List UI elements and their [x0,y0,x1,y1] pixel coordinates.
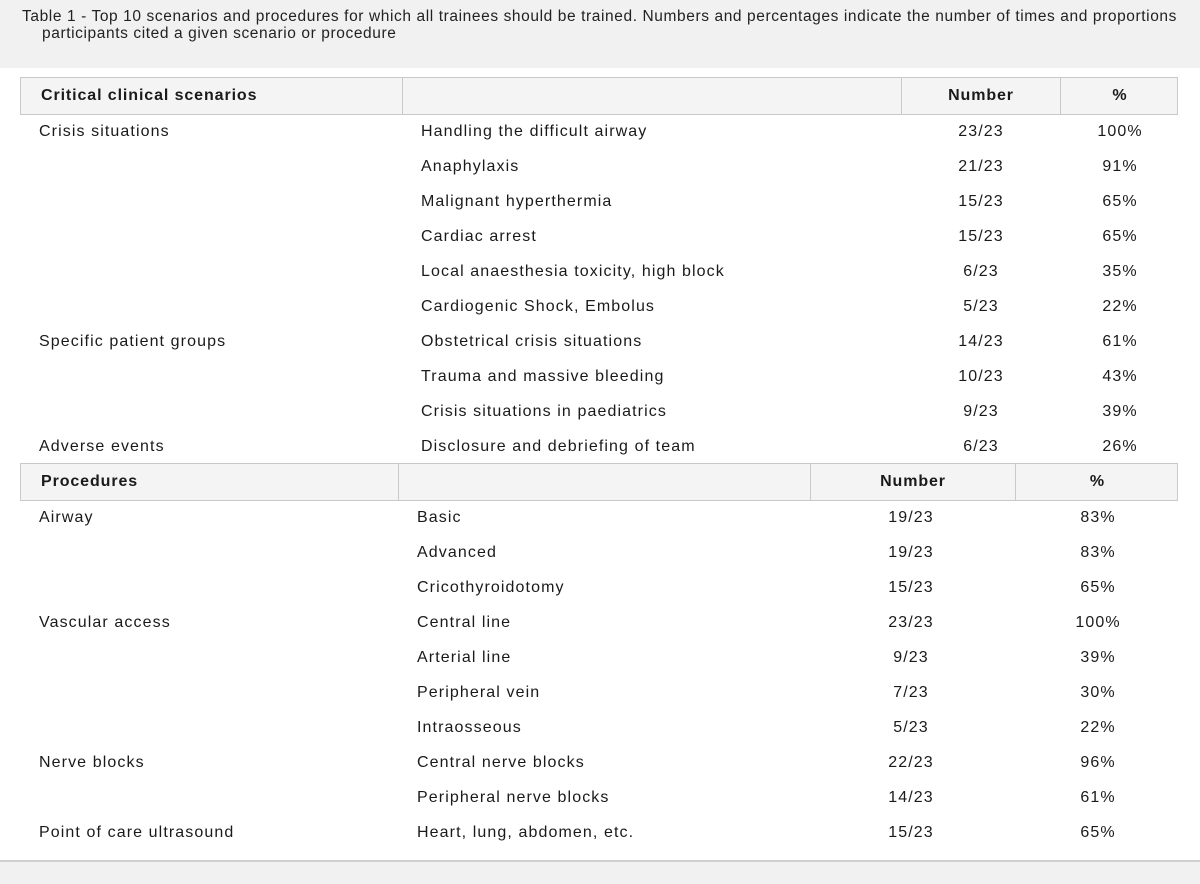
row-number: 15/23 [888,579,934,596]
table-row [0,149,1200,184]
row-number: 15/23 [958,193,1004,210]
bottom-bar [0,860,1200,884]
row-percent: 22% [1102,298,1138,315]
table-row [0,359,1200,394]
row-item: Anaphylaxis [421,158,520,175]
table-row [0,219,1200,254]
row-percent: 83% [1080,544,1116,561]
row-item: Cardiogenic Shock, Embolus [421,298,656,315]
table-row [0,815,1200,850]
table-row [0,289,1200,324]
row-percent: 83% [1080,509,1116,526]
row-percent: 61% [1102,333,1138,350]
table-row [0,675,1200,710]
row-percent: 30% [1080,684,1116,701]
table-row [0,324,1200,359]
row-category: Point of care ultrasound [39,824,235,841]
row-number: 14/23 [958,333,1004,350]
row-item: Local anaesthesia toxicity, high block [421,263,725,280]
row-number: 5/23 [963,298,999,315]
row-percent: 100% [1075,614,1121,631]
row-item: Malignant hyperthermia [421,193,613,210]
row-percent: 26% [1102,438,1138,455]
row-number: 14/23 [888,789,934,806]
row-item: Heart, lung, abdomen, etc. [417,824,635,841]
row-number: 9/23 [893,649,929,666]
row-item: Trauma and massive bleeding [421,368,665,385]
scenarios-header-category: Critical clinical scenarios [21,78,403,114]
row-number: 6/23 [963,438,999,455]
row-percent: 65% [1102,193,1138,210]
row-number: 15/23 [888,824,934,841]
row-category: Crisis situations [39,123,170,140]
row-percent: 65% [1080,824,1116,841]
row-item: Peripheral vein [417,684,541,701]
table-row [0,500,1200,535]
row-percent: 39% [1080,649,1116,666]
row-category: Nerve blocks [39,754,145,771]
scenarios-header-percent: % [1112,87,1128,104]
row-percent: 22% [1080,719,1116,736]
row-item: Cardiac arrest [421,228,537,245]
row-number: 9/23 [963,403,999,420]
scenarios-header-item [403,78,902,114]
row-number: 23/23 [888,614,934,631]
row-number: 22/23 [888,754,934,771]
scenarios-header-number: Number [902,78,1061,114]
row-percent: 65% [1080,579,1116,596]
table-row [0,570,1200,605]
row-category: Adverse events [39,438,165,455]
procedures-header-category: Procedures [21,464,399,500]
table-row [0,640,1200,675]
row-number: 19/23 [888,544,934,561]
row-number: 7/23 [893,684,929,701]
row-item: Basic [417,509,462,526]
row-number: 15/23 [958,228,1004,245]
row-category: Airway [39,509,94,526]
table-row [0,254,1200,289]
row-percent: 35% [1102,263,1138,280]
table-row [0,710,1200,745]
row-item: Obstetrical crisis situations [421,333,643,350]
table-row [0,535,1200,570]
procedures-header-number: Number [811,464,1016,500]
row-percent: 61% [1080,789,1116,806]
procedures-header-item [399,464,811,500]
row-number: 19/23 [888,509,934,526]
table-row [0,780,1200,815]
scenarios-header [20,77,1178,115]
table-row [0,114,1200,149]
row-percent: 100% [1097,123,1143,140]
row-number: 5/23 [893,719,929,736]
row-percent: 65% [1102,228,1138,245]
procedures-header-percent: % [1089,473,1106,490]
row-category: Specific patient groups [39,333,227,350]
row-category: Vascular access [39,614,171,631]
row-percent: 39% [1102,403,1138,420]
table-caption: Table 1 - Top 10 scenarios and procedures for which all trainees should be trained. Numbers and percentages indicate the number of times and proportions participants cited a given scenario or procedure [22,8,1178,42]
row-number: 23/23 [958,123,1004,140]
table-row [0,745,1200,780]
row-item: Peripheral nerve blocks [417,789,610,806]
row-percent: 43% [1102,368,1138,385]
row-item: Disclosure and debriefing of team [421,438,696,455]
table-row [0,394,1200,429]
table-row [0,429,1200,464]
row-percent: 96% [1080,754,1116,771]
row-item: Crisis situations in paediatrics [421,403,667,420]
row-number: 10/23 [958,368,1004,385]
row-item: Handling the difficult airway [421,123,648,140]
row-item: Central nerve blocks [417,754,585,771]
row-item: Intraosseous [417,719,522,736]
row-item: Arterial line [417,649,512,666]
row-item: Central line [417,614,512,631]
table-row [0,184,1200,219]
row-number: 6/23 [963,263,999,280]
caption-box [0,0,1200,68]
row-number: 21/23 [958,158,1004,175]
row-percent: 91% [1102,158,1138,175]
procedures-header [20,463,1178,501]
row-item: Cricothyroidotomy [417,579,565,596]
row-item: Advanced [417,544,497,561]
table-row [0,605,1200,640]
